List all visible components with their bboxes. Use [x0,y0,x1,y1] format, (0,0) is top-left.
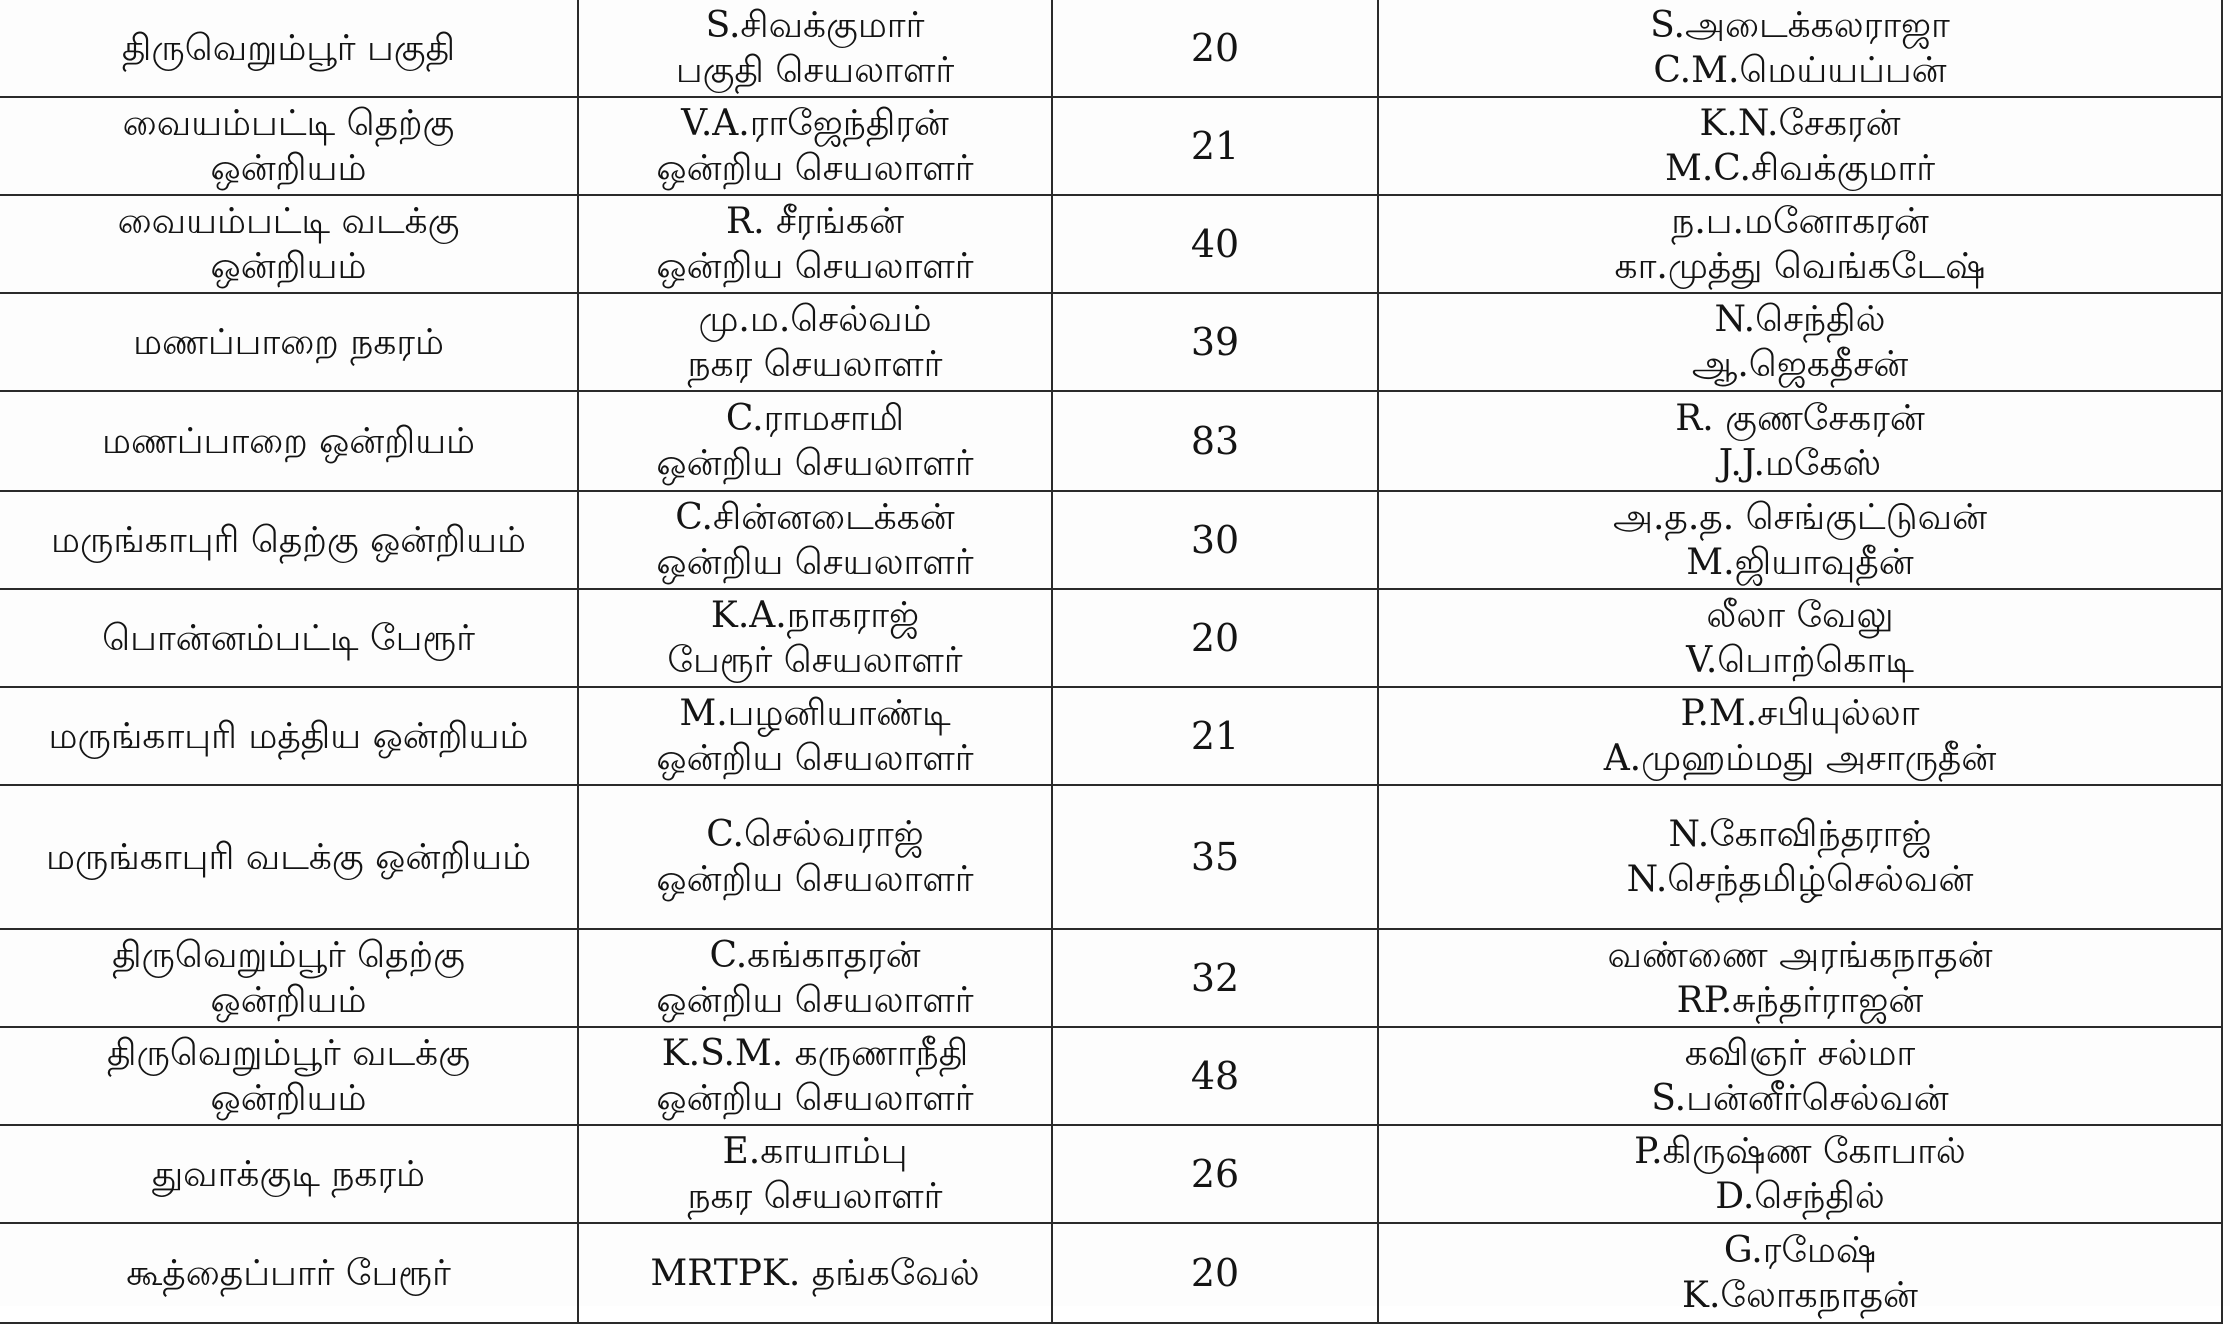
secretary-cell-line: ஒன்றிய செயலாளர் [656,148,974,189]
table-row [0,0,2222,97]
members-cell [1378,491,2222,589]
members-cell [1378,195,2222,293]
area-cell-line: ஒன்றியம் [210,980,367,1021]
area-cell [0,0,578,97]
secretary-cell [578,293,1052,391]
members-cell-line: N.செந்தமிழ்செல்வன் [1626,859,1974,900]
members-cell-line: K.N.சேகரன் [1699,103,1901,144]
secretary-cell-line: நகர செயலாளர் [687,344,943,385]
area-cell-line: திருவெறும்பூர் பகுதி [121,27,456,69]
table-row [0,97,2222,195]
secretary-cell [578,1223,1052,1323]
members-cell [1378,391,2222,491]
count-cell: 39 [1052,293,1378,391]
secretary-cell [578,195,1052,293]
area-cell [0,1027,578,1125]
area-cell-line: மருங்காபுரி வடக்கு ஒன்றியம் [45,836,532,878]
members-cell-line: S.பன்னீர்செல்வன் [1651,1078,1949,1119]
table-row [0,195,2222,293]
count-cell: 83 [1052,391,1378,491]
area-cell-line: மணப்பாறை ஒன்றியம் [101,420,476,462]
area-cell-line: மருங்காபுரி தெற்கு ஒன்றியம் [51,519,526,561]
area-cell-line: திருவெறும்பூர் தெற்கு [112,935,465,976]
secretary-cell-line: ஒன்றிய செயலாளர் [656,246,974,287]
secretary-cell-line: மு.ம.செல்வம் [698,299,932,340]
area-cell-line: துவாக்குடி நகரம் [151,1153,426,1195]
members-cell [1378,1125,2222,1223]
secretary-cell-line: ஒன்றிய செயலாளர் [656,738,974,779]
members-cell-line: R. குணசேகரன் [1675,398,1925,439]
secretary-cell-line: M.பழனியாண்டி [679,693,951,734]
secretary-cell-line: R. சீரங்கன் [726,201,904,242]
secretary-cell-line: பகுதி செயலாளர் [675,50,955,91]
table-row [0,1125,2222,1223]
secretary-cell-line: C.கங்காதரன் [709,935,921,976]
secretary-cell-line: E.காயாம்பு [722,1131,908,1172]
area-cell-line: ஒன்றியம் [210,148,367,189]
table-row [0,1027,2222,1125]
area-cell-line: வையம்பட்டி வடக்கு [117,201,460,242]
area-cell-line: வையம்பட்டி தெற்கு [122,103,455,144]
members-cell-line: அ.த.த. செங்குட்டுவன் [1612,497,1988,538]
members-cell-line: N.கோவிந்தராஜ் [1668,814,1932,855]
secretary-cell-line: ஒன்றிய செயலாளர் [656,1078,974,1119]
members-cell-line: P.கிருஷ்ண கோபால் [1634,1131,1966,1172]
area-cell-line: மணப்பாறை நகரம் [133,321,444,363]
count-cell: 21 [1052,687,1378,785]
count-cell: 26 [1052,1125,1378,1223]
area-cell [0,1125,578,1223]
table-row [0,929,2222,1027]
table-row [0,491,2222,589]
secretary-cell [578,0,1052,97]
members-cell [1378,97,2222,195]
members-cell-line: G.ரமேஷ் [1723,1230,1877,1271]
area-cell-line: மருங்காபுரி மத்திய ஒன்றியம் [48,715,529,757]
secretary-cell [578,391,1052,491]
table-row [0,589,2222,687]
area-cell [0,293,578,391]
secretary-cell-line: S.சிவக்குமார் [705,5,925,46]
secretary-cell [578,97,1052,195]
members-cell-line: A.முஹம்மது அசாருதீன் [1603,738,1997,779]
area-cell [0,589,578,687]
count-cell: 20 [1052,0,1378,97]
area-cell [0,785,578,929]
secretary-cell [578,929,1052,1027]
members-cell-line: கவிஞர் சல்மா [1684,1033,1916,1074]
count-cell: 35 [1052,785,1378,929]
members-cell-line: K.லோகநாதன் [1682,1275,1918,1316]
count-cell: 48 [1052,1027,1378,1125]
secretary-cell [578,1027,1052,1125]
area-cell [0,929,578,1027]
count-cell: 40 [1052,195,1378,293]
secretary-cell-line: C.ராமசாமி [725,398,905,439]
members-cell-line: D.செந்தில் [1715,1176,1885,1217]
secretary-cell [578,687,1052,785]
secretary-cell-line: V.A.ராஜேந்திரன் [681,103,949,144]
secretary-cell-line: C.சின்னடைக்கன் [675,497,955,538]
members-cell-line: வண்ணை அரங்கநாதன் [1607,935,1993,976]
table-row [0,293,2222,391]
secretary-cell-line: ஒன்றிய செயலாளர் [656,542,974,583]
secretary-cell-line: நகர செயலாளர் [687,1176,943,1217]
members-cell-line: RP.சுந்தர்ராஜன் [1676,980,1924,1021]
table-row [0,785,2222,929]
area-cell [0,391,578,491]
secretary-cell [578,1125,1052,1223]
secretary-cell-line: பேரூர் செயலாளர் [667,640,963,681]
secretary-cell-line: ஒன்றிய செயலாளர் [656,443,974,484]
area-cell [0,1223,578,1323]
members-cell-line: ஆ.ஜெகதீசன் [1691,344,1909,385]
members-cell-line: லீலா வேலு [1706,595,1894,636]
area-cell-line: பொன்னம்பட்டி பேரூர் [102,617,475,659]
area-cell-line: ஒன்றியம் [210,1078,367,1119]
members-cell [1378,0,2222,97]
members-cell [1378,687,2222,785]
members-cell-line: S.அடைக்கலராஜா [1650,5,1950,46]
area-cell [0,491,578,589]
members-cell-line: M.ஜியாவுதீன் [1686,542,1914,583]
members-cell [1378,1027,2222,1125]
count-cell: 32 [1052,929,1378,1027]
secretary-cell [578,785,1052,929]
members-cell [1378,1223,2222,1323]
secretary-cell [578,589,1052,687]
table-row [0,391,2222,491]
count-cell: 21 [1052,97,1378,195]
members-cell-line: கா.முத்து வெங்கடேஷ் [1614,246,1986,287]
members-cell-line: ந.ப.மனோகரன் [1671,201,1929,242]
members-cell-line: N.செந்தில் [1714,299,1886,340]
count-cell: 30 [1052,491,1378,589]
members-cell [1378,929,2222,1027]
secretary-cell-line: C.செல்வராஜ் [706,814,924,855]
area-cell-line: கூத்தைப்பார் பேரூர் [126,1252,451,1294]
members-cell-line: M.C.சிவக்குமார் [1664,148,1936,189]
area-cell-line: ஒன்றியம் [210,246,367,287]
members-cell [1378,589,2222,687]
secretary-cell-line: MRTPK. தங்கவேல் [650,1252,980,1294]
area-cell [0,97,578,195]
area-cell-line: திருவெறும்பூர் வடக்கு [106,1033,470,1074]
secretary-cell-line: ஒன்றிய செயலாளர் [656,980,974,1021]
members-cell [1378,785,2222,929]
secretary-cell-line: ஒன்றிய செயலாளர் [656,859,974,900]
table-row [0,687,2222,785]
members-cell-line: P.M.சபியுல்லா [1680,693,1920,734]
table-row [0,1223,2222,1323]
members-cell-line: V.பொற்கொடி [1686,640,1914,681]
secretary-cell-line: K.S.M. கருணாநீதி [661,1033,969,1074]
members-cell [1378,293,2222,391]
area-cell [0,687,578,785]
secretary-cell [578,491,1052,589]
secretary-cell-line: K.A.நாகராஜ் [710,595,920,636]
count-cell: 20 [1052,589,1378,687]
count-cell: 20 [1052,1223,1378,1323]
area-cell [0,195,578,293]
members-cell-line: J.J.மகேஸ் [1718,443,1882,484]
members-cell-line: C.M.மெய்யப்பன் [1653,50,1947,91]
